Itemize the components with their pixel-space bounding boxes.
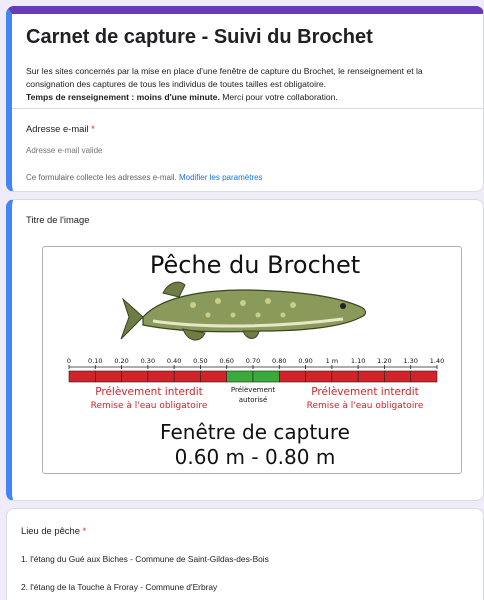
zone-segment-forbidden bbox=[411, 371, 437, 382]
zone-segment-forbidden bbox=[358, 371, 384, 382]
header-divider bbox=[12, 108, 483, 109]
description-line-2: consignation des captures de tous les individus de toutes tailles est obligatoire. bbox=[26, 79, 327, 89]
place-option-1[interactable]: 1. l'étang du Gué aux Biches - Commune de Saint-Gildas-des-Bois bbox=[21, 554, 269, 564]
zone-segment-forbidden bbox=[200, 371, 226, 382]
image-title: Titre de l'image bbox=[26, 214, 90, 225]
description-line-1: Sur les sites concernés par la mise en place d'une fenêtre de capture du Brochet, le renseignement et la bbox=[26, 66, 423, 76]
ruler-label: 0.80 bbox=[272, 357, 287, 365]
ruler-label: 0.70 bbox=[245, 357, 261, 365]
right-zone-line-2: Remise à l'eau obligatoire bbox=[306, 401, 424, 411]
email-field[interactable] bbox=[26, 146, 226, 155]
email-collection-notice bbox=[26, 173, 469, 182]
pike-fishing-poster bbox=[42, 246, 462, 474]
email-label: Adresse e-mail bbox=[26, 123, 89, 134]
place-question-card bbox=[6, 508, 484, 600]
ruler-label: 0.20 bbox=[114, 357, 129, 365]
description-tail: Merci pour votre collaboration. bbox=[219, 92, 338, 102]
ruler-label: 1.10 bbox=[350, 357, 366, 365]
form-header-card bbox=[6, 6, 484, 192]
capture-window-range: 0.60 m - 0.80 m bbox=[174, 445, 336, 469]
zone-segment-allowed bbox=[253, 371, 279, 382]
poster-heading: Pêche du Brochet bbox=[149, 251, 361, 279]
zone-segment-allowed bbox=[227, 371, 253, 382]
collect-text: Ce formulaire collecte les adresses e-mail. bbox=[26, 173, 177, 182]
ruler-label: 0.90 bbox=[298, 357, 313, 365]
zone-bar bbox=[69, 371, 437, 382]
zone-segment-forbidden bbox=[148, 371, 174, 382]
required-asterisk: * bbox=[82, 525, 87, 536]
zone-segment-forbidden bbox=[306, 371, 332, 382]
zone-segment-forbidden bbox=[95, 371, 121, 382]
ruler-label: 0.60 bbox=[219, 357, 234, 365]
place-question bbox=[21, 525, 469, 536]
zone-segment-forbidden bbox=[384, 371, 410, 382]
form-title: Carnet de capture - Suivi du Brochet bbox=[26, 26, 373, 48]
ruler-label: 0.50 bbox=[193, 357, 208, 365]
ruler-label: 1.40 bbox=[429, 357, 445, 365]
left-zone-line-1: Prélèvement interdit bbox=[95, 386, 203, 398]
image-item-card bbox=[6, 199, 484, 501]
form-description bbox=[26, 65, 469, 104]
ruler-label: 0.40 bbox=[166, 357, 182, 365]
ruler-labels bbox=[67, 357, 444, 365]
zone-segment-forbidden bbox=[122, 371, 148, 382]
description-line-3 bbox=[26, 91, 469, 104]
middle-zone-line-1: Prélèvement bbox=[230, 386, 276, 394]
middle-zone-line-2: autorisé bbox=[238, 396, 268, 404]
required-asterisk: * bbox=[91, 123, 95, 134]
place-option-2[interactable]: 2. l'étang de la Touche à Froray - Commune d'Erbray bbox=[21, 582, 218, 592]
zone-segment-forbidden bbox=[174, 371, 200, 382]
ruler-label: 0.30 bbox=[140, 357, 156, 365]
ruler-label: 1 m bbox=[325, 357, 339, 365]
capture-window-title: Fenêtre de capture bbox=[160, 420, 350, 444]
zone-segment-forbidden bbox=[279, 371, 305, 382]
ruler-label: 1.30 bbox=[403, 357, 418, 365]
place-label: Lieu de pêche bbox=[21, 525, 80, 536]
pike-fish-illustration bbox=[121, 282, 366, 340]
right-zone-line-1: Prélèvement interdit bbox=[311, 386, 419, 398]
ruler-label: 1.20 bbox=[377, 357, 392, 365]
zone-segment-forbidden bbox=[332, 371, 358, 382]
description-bold: Temps de renseignement : moins d'une minute. bbox=[26, 92, 220, 102]
left-zone-line-2: Remise à l'eau obligatoire bbox=[90, 401, 208, 411]
poster-graphic bbox=[43, 247, 463, 475]
ruler-label: 0 bbox=[66, 357, 72, 365]
email-question bbox=[26, 123, 469, 134]
ruler-label: 0.10 bbox=[88, 357, 103, 365]
zone-segment-forbidden bbox=[69, 371, 95, 382]
modify-settings-link[interactable]: Modifier les paramètres bbox=[178, 173, 263, 182]
